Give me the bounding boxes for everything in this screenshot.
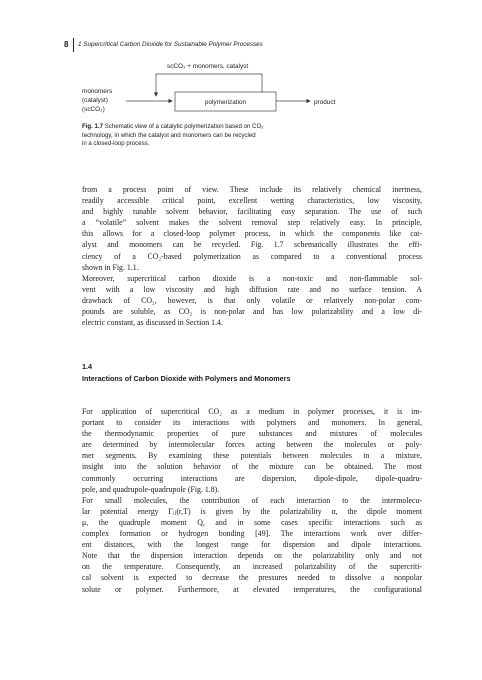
text-line: readily accessible critical point, excellent wetting characteristics, low viscosity, [82, 196, 422, 206]
text-line: mer segments. By examining these potentials between molecules in a mixture, [82, 451, 422, 461]
caption-label: Fig. 1.7 [82, 123, 103, 130]
text-line: from a process point of view. These include its relatively chemical inertness, [82, 185, 422, 194]
text-line: Note that the dispersion interaction depends on the polarizability only and not [82, 551, 422, 561]
caption-line: technology, in which the catalyst and monomers can be recycled [82, 131, 256, 139]
body-text-block-2 [82, 406, 422, 595]
text-line: solute or polymer. Furthermore, at elevated temperatures, the configurational [82, 584, 422, 594]
input-label-catalyst: (catalyst) [82, 97, 108, 104]
body-text-block-1 [82, 184, 422, 328]
page-number: 8 [64, 40, 69, 49]
text-line: lar potential energy Γᵢⱼ(r,T) is given by the polarizability α, the dipole moment [82, 506, 422, 516]
text-line: pounds are soluble, as CO₂ is non-polar and has low polarizability and a low di- [82, 307, 422, 317]
section-title: Interactions of Carbon Dioxide with Polymers and Monomers [82, 374, 291, 383]
output-label: product [314, 99, 336, 106]
input-label-scco2: (scCO₂) [82, 106, 105, 113]
text-line: a “volatile” solvent makes the solvent removal step relatively easy. In principle, [82, 218, 422, 228]
text-line: drawback of CO₂, however, is that only volatile or relatively non-polar com- [82, 295, 422, 305]
text-line: commonly occurring interactions are dispersion, dipole-dipole, dipole-quadru- [82, 473, 422, 483]
text-line: insight into the solution behavior of the mixture can be obtained. The most [82, 462, 422, 472]
text-line: are determined by intermolecular forces acting between the molecules or poly- [82, 440, 422, 450]
text-line: For application of supercritical CO₂ as a medium in polymer processes, it is im- [82, 407, 422, 416]
section-number: 1.4 [82, 362, 92, 371]
figure-caption [82, 123, 382, 149]
text-line: this allows for a closed-loop polymer process, in which the components like cat- [82, 229, 422, 239]
text-line: ciency of a CO₂-based polymerization as compared to a conventional process [82, 251, 422, 261]
text-line: Moreover, supercritical carbon dioxide is a non-toxic and non-flammable sol- [82, 273, 422, 283]
text-line: For small molecules, the contribution of each interaction to the intermolecu- [82, 495, 422, 505]
caption-line: in a closed-loop process. [82, 140, 150, 148]
text-line: vent with a low viscosity and high diffusion rate and no surface tension. A [82, 284, 422, 294]
text-line: on the temperature. Consequently, an increased polarizability of the supercriti- [82, 562, 422, 572]
input-label-monomers: monomers [82, 88, 113, 95]
text-line: pole, and quadrupole-quadrupole (Fig. 1.8). [82, 484, 220, 494]
polymerization-label: polymerization [204, 99, 247, 106]
running-title: 1 Supercritical Carbon Dioxide for Sustainable Polymer Processes [78, 41, 263, 48]
caption-line: Schematic view of a catalytic polymerization based on CO₂ [104, 123, 264, 130]
recycle-loop-label: scCO₂ + monomers, catalyst [167, 63, 249, 70]
text-line: cal solvent is expected to decrease the pressures needed to dissolve a nonpolar [82, 573, 422, 583]
text-line: electric constant, as discussed in Section 1.4. [82, 318, 223, 328]
text-line: ent distances, with the longest range for dispersion and dipole interactions. [82, 540, 422, 550]
text-line: μ, the quadruple moment Q, and in some cases specific interactions such as [82, 517, 422, 527]
text-line: the thermodynamic properties of pure substances and mixtures of molecules [82, 429, 422, 439]
text-line: and highly tunable solvent behavior, facilitating easy separation. The use of such [82, 207, 422, 217]
text-line: portant to consider its interactions with polymers and monomers. In general, [82, 418, 422, 428]
text-line: shown in Fig. 1.1. [82, 262, 139, 272]
text-line: complex formation or hydrogen bonding [49]. The interactions work over differ- [82, 529, 422, 539]
text-line: alyst and monomers can be recycled. Fig. 1.7 schematically illustrates the effi- [82, 240, 422, 250]
